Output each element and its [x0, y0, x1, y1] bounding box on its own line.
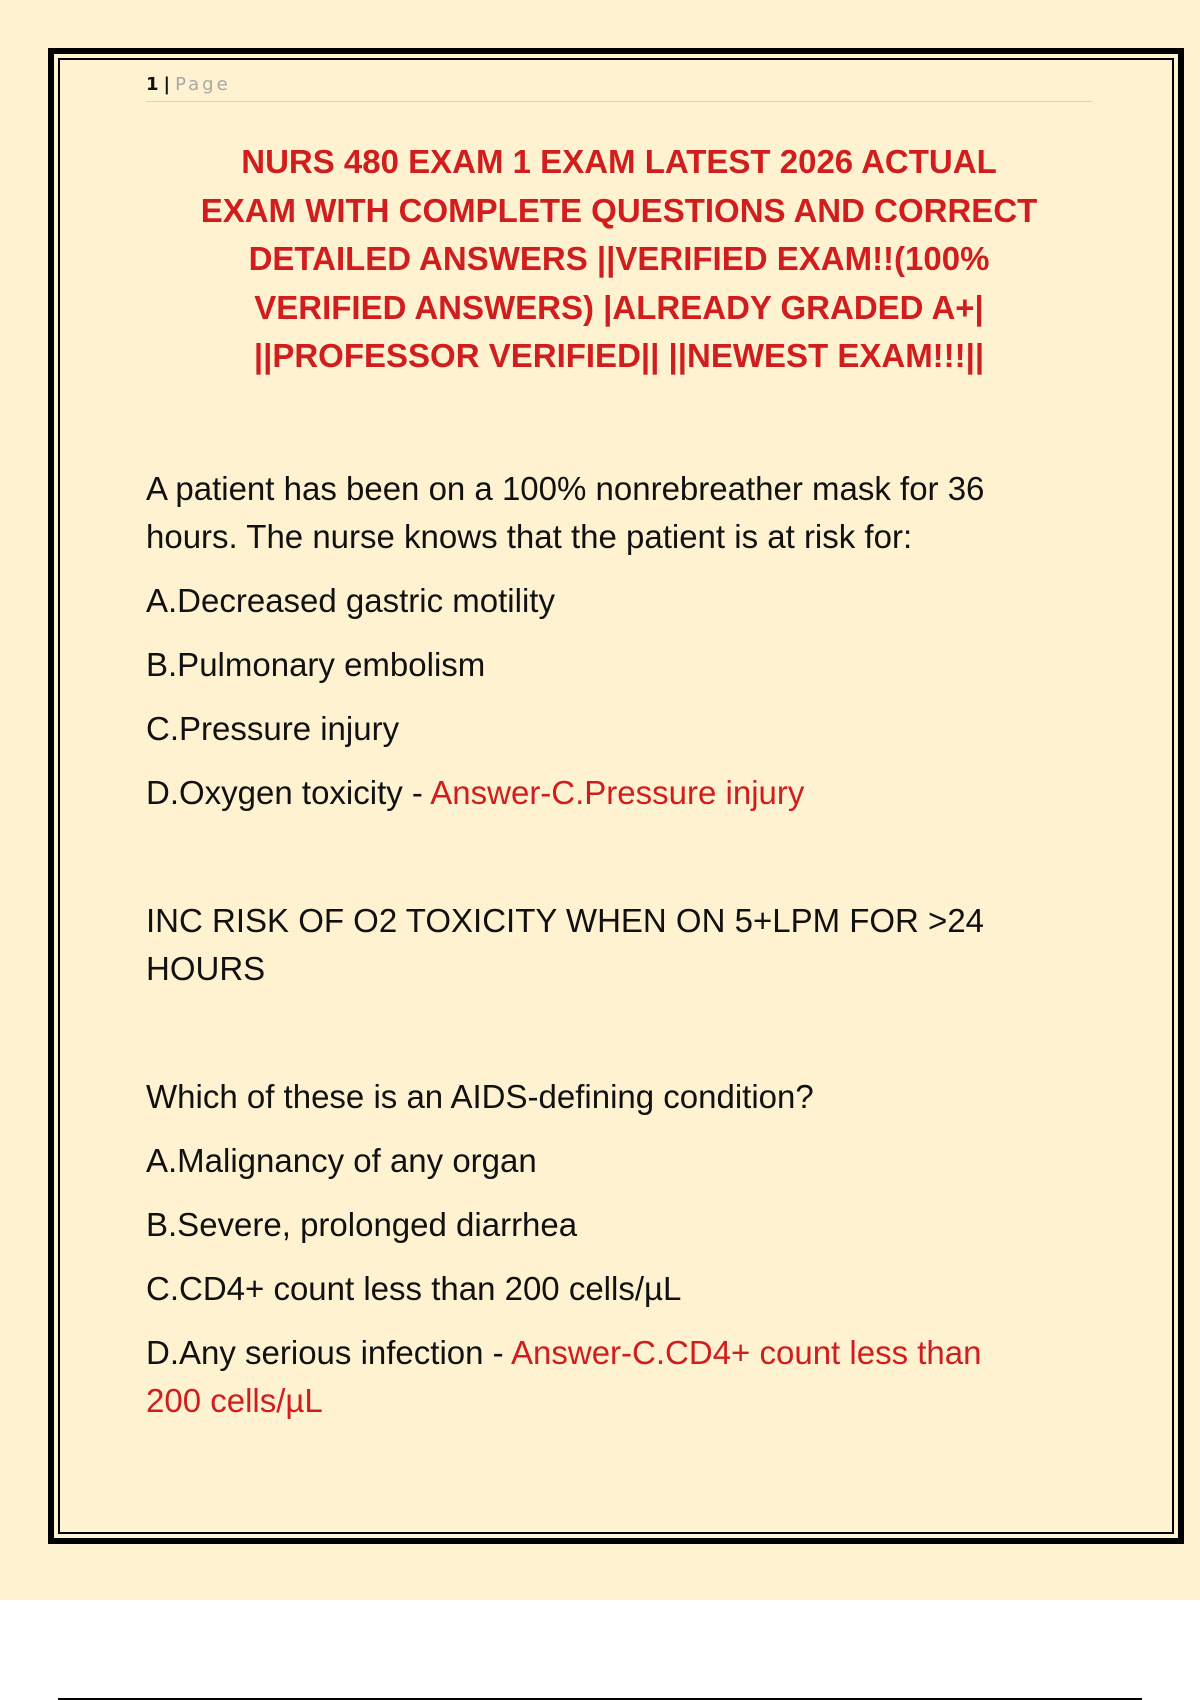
question-2-option-a: A.Malignancy of any organ: [146, 1141, 537, 1179]
title-line: NURS 480 EXAM 1 EXAM LATEST 2026 ACTUAL: [241, 143, 997, 180]
document-content: [146, 74, 1092, 1425]
rationale-note: [146, 897, 1092, 993]
page-separator: |: [163, 74, 172, 95]
title-line: EXAM WITH COMPLETE QUESTIONS AND CORRECT: [200, 191, 1038, 229]
question-1-stem-line: A patient has been on a 100% nonrebreather mask for 36: [146, 469, 985, 507]
question-2-option-d: [146, 1329, 1092, 1425]
document-title: [146, 138, 1092, 381]
title-line: VERIFIED ANSWERS) |ALREADY GRADED A+|: [254, 288, 984, 326]
question-1-option-d: [146, 769, 1092, 817]
rationale-line: HOURS: [146, 949, 266, 987]
question-2-answer: Answer-C.CD4+ count less than: [511, 1333, 982, 1371]
title-line: ||PROFESSOR VERIFIED|| ||NEWEST EXAM!!!||: [253, 337, 985, 374]
question-1-option-a: A.Decreased gastric motility: [146, 581, 555, 619]
page-number: 1: [146, 74, 160, 95]
question-2-option-b: B.Severe, prolonged diarrhea: [146, 1205, 578, 1243]
question-2-answer-continued: 200 cells/µL: [146, 1381, 323, 1419]
question-1-answer: Answer-C.Pressure injury: [430, 773, 805, 811]
question-1-option-d-text: D.Oxygen toxicity -: [146, 773, 431, 811]
page-word: Page: [175, 74, 231, 95]
question-1-stem-line: hours. The nurse knows that the patient is at risk for:: [146, 517, 913, 555]
question-1-option-b: B.Pulmonary embolism: [146, 645, 486, 683]
question-2-option-d-text: D.Any serious infection -: [146, 1333, 511, 1371]
question-1-stem: [146, 465, 1092, 561]
page-header: [146, 74, 1092, 102]
question-1-option-c: C.Pressure injury: [146, 709, 400, 747]
question-2-stem: Which of these is an AIDS-defining condition?: [146, 1077, 814, 1115]
question-2-option-c: C.CD4+ count less than 200 cells/µL: [146, 1269, 682, 1307]
title-line: DETAILED ANSWERS ||VERIFIED EXAM!!(100%: [248, 240, 990, 277]
rationale-line: INC RISK OF O2 TOXICITY WHEN ON 5+LPM FOR >24: [146, 901, 985, 939]
